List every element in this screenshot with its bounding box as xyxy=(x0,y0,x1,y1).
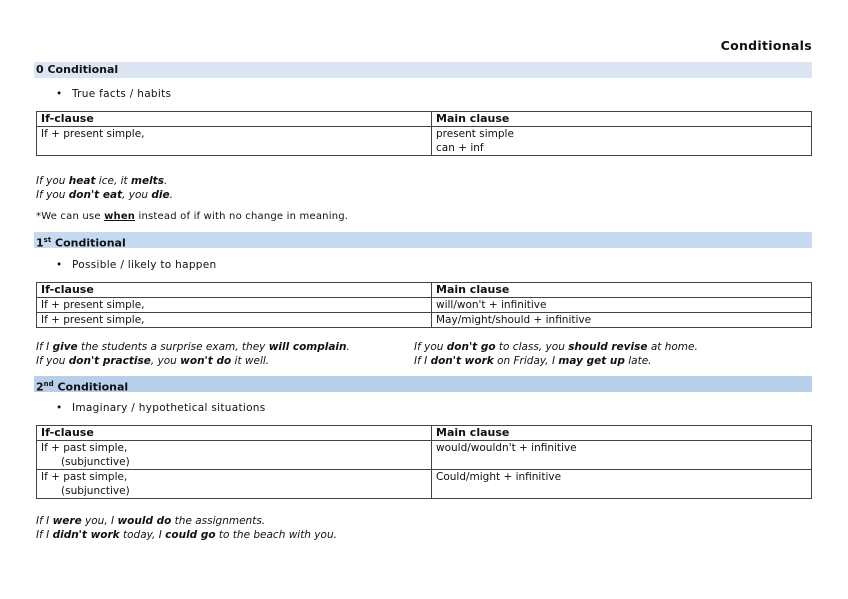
bullet-item xyxy=(56,402,266,414)
if-clause-cell: If + present simple, xyxy=(37,127,432,156)
example-sentence: If you don't go to class, you should revise at home. xyxy=(414,341,698,353)
zero-examples xyxy=(36,174,173,202)
section-heading-first-conditional: 1st Conditional xyxy=(34,232,812,248)
bullet-text: Imaginary / hypothetical situations xyxy=(72,402,266,414)
table-header-row xyxy=(37,426,812,441)
header-if-clause: If-clause xyxy=(37,112,432,127)
bullet-text: True facts / habits xyxy=(72,88,172,100)
bullet-icon: • xyxy=(56,259,63,271)
main-clause-cell xyxy=(432,127,812,156)
header-main-clause: Main clause xyxy=(432,426,812,441)
example-sentence: If you don't eat, you die. xyxy=(36,189,173,201)
zero-conditional-table xyxy=(36,111,812,156)
header-main-clause: Main clause xyxy=(432,283,812,298)
main-clause-line: can + inf xyxy=(436,142,484,154)
table-row xyxy=(37,441,812,470)
header-if-clause: If-clause xyxy=(37,283,432,298)
bullet-icon: • xyxy=(56,402,63,414)
table-header-row xyxy=(37,283,812,298)
header-if-clause: If-clause xyxy=(37,426,432,441)
table-row xyxy=(37,313,812,328)
example-sentence: If I give the students a surprise exam, they will complain. xyxy=(36,341,350,353)
second-conditional-table xyxy=(36,425,812,499)
bullet-text: Possible / likely to happen xyxy=(72,259,217,271)
example-sentence: If I don't work on Friday, I may get up late. xyxy=(414,355,652,367)
bullet-item xyxy=(56,259,216,271)
header-main-clause: Main clause xyxy=(432,112,812,127)
if-clause-cell: If + present simple, xyxy=(37,298,432,313)
table-row xyxy=(37,127,812,156)
main-clause-line: present simple xyxy=(436,128,514,140)
second-examples xyxy=(36,514,337,542)
table-header-row xyxy=(37,112,812,127)
if-clause-cell: If + past simple, (subjunctive) xyxy=(37,441,432,470)
main-clause-cell: would/wouldn't + infinitive xyxy=(432,441,812,470)
table-row xyxy=(37,470,812,499)
if-clause-cell: If + past simple, (subjunctive) xyxy=(37,470,432,499)
if-clause-cell: If + present simple, xyxy=(37,313,432,328)
first-examples-right xyxy=(414,340,698,368)
section-heading-text: 0 Conditional xyxy=(36,63,119,76)
main-clause-cell: will/won't + infinitive xyxy=(432,298,812,313)
bullet-item xyxy=(56,88,171,100)
page-title: Conditionals xyxy=(720,38,812,53)
main-clause-cell: May/might/should + infinitive xyxy=(432,313,812,328)
first-conditional-table xyxy=(36,282,812,328)
first-examples-left xyxy=(36,340,350,368)
main-clause-cell: Could/might + infinitive xyxy=(432,470,812,499)
usage-note: *We can use when instead of if with no change in meaning. xyxy=(36,211,349,222)
table-row xyxy=(37,298,812,313)
example-sentence: If I didn't work today, I could go to the beach with you. xyxy=(36,529,337,541)
example-sentence: If you heat ice, it melts. xyxy=(36,175,168,187)
example-sentence: If I were you, I would do the assignments. xyxy=(36,515,266,527)
section-heading-second-conditional: 2nd Conditional xyxy=(34,376,812,392)
bullet-icon: • xyxy=(56,88,63,100)
section-heading-zero-conditional xyxy=(34,62,812,78)
example-sentence: If you don't practise, you won't do it well. xyxy=(36,355,270,367)
